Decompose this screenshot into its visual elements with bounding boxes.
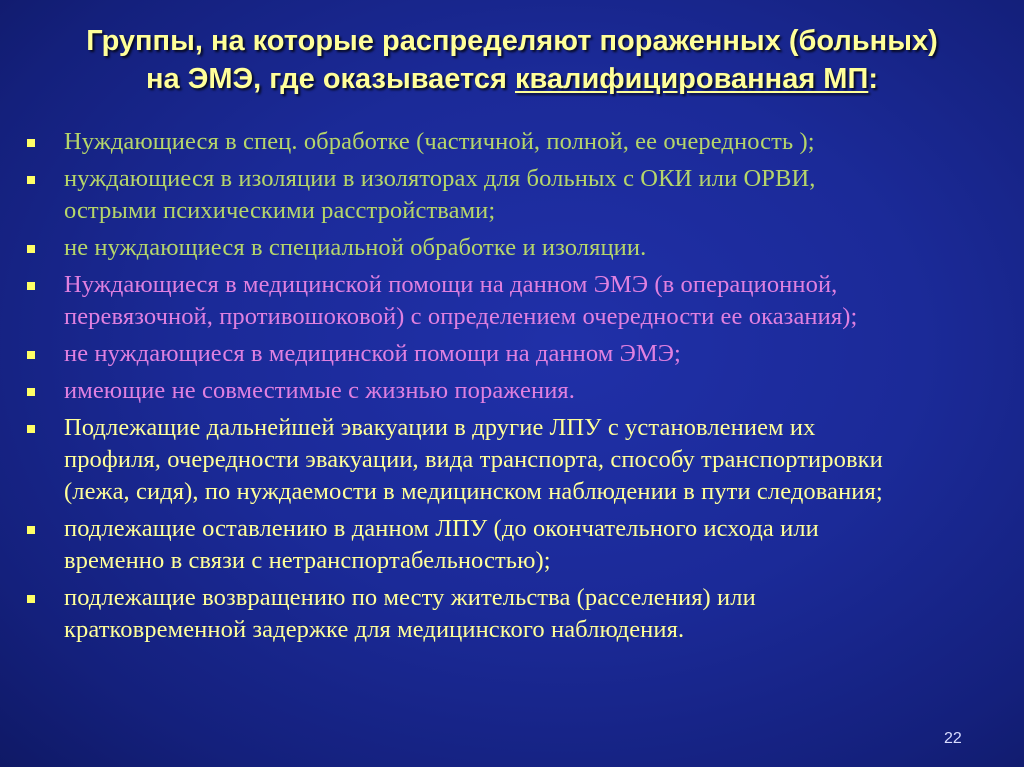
list-item (27, 338, 1007, 370)
list-item (27, 269, 1007, 333)
list-item (27, 375, 1007, 407)
list-item-line: острыми психическими расстройствами; (64, 197, 496, 224)
list-item (27, 513, 1007, 577)
list-item-line: (лежа, сидя), по нуждаемости в медицинском наблюдении в пути следования; (64, 478, 883, 505)
list-item-line: не нуждающиеся в специальной обработке и изоляции. (64, 234, 647, 261)
slide-title (0, 22, 1024, 98)
list-item-line: не нуждающиеся в медицинской помощи на данном ЭМЭ; (64, 340, 681, 367)
square-bullet-icon (27, 282, 35, 290)
list-item-line: Нуждающиеся в медицинской помощи на данном ЭМЭ (в операционной, (64, 271, 838, 298)
list-item-line: профиля, очередности эвакуации, вида транспорта, способу транспортировки (64, 446, 883, 473)
page-number: 22 (944, 730, 962, 747)
square-bullet-icon (27, 351, 35, 359)
bullet-list (27, 126, 1007, 651)
list-item-line: кратковременной задержке для медицинского наблюдения. (64, 616, 685, 643)
list-item-line: нуждающиеся в изоляции в изоляторах для больных с ОКИ или ОРВИ, (64, 165, 816, 192)
square-bullet-icon (27, 595, 35, 603)
square-bullet-icon (27, 425, 35, 433)
square-bullet-icon (27, 139, 35, 147)
list-item-line: подлежащие оставлению в данном ЛПУ (до окончательного исхода или (64, 515, 819, 542)
square-bullet-icon (27, 245, 35, 253)
slide-title-underlined: квалифицированная МП (514, 63, 869, 95)
slide-title-line-1: Группы, на которые распределяют пораженных (больных) (86, 25, 938, 57)
slide-title-prefix: на ЭМЭ, где оказывается (146, 63, 515, 95)
slide-title-line-2 (0, 60, 1024, 98)
square-bullet-icon (27, 176, 35, 184)
list-item (27, 126, 1007, 158)
list-item-line: Подлежащие дальнейшей эвакуации в другие ЛПУ с установлением их (64, 414, 816, 441)
square-bullet-icon (27, 388, 35, 396)
list-item-line: временно в связи с нетранспортабельностью); (64, 547, 551, 574)
list-item (27, 412, 1007, 508)
square-bullet-icon (27, 526, 35, 534)
slide-title-suffix: : (868, 63, 878, 95)
list-item-line: перевязочной, противошоковой) с определением очередности ее оказания); (64, 303, 858, 330)
list-item-line: Нуждающиеся в спец. обработке (частичной, полной, ее очередность ); (64, 128, 815, 155)
list-item-line: имеющие не совместимые с жизнью поражения. (64, 377, 576, 404)
list-item (27, 163, 1007, 227)
list-item (27, 232, 1007, 264)
list-item (27, 582, 1007, 646)
list-item-line: подлежащие возвращению по месту жительства (расселения) или (64, 584, 756, 611)
